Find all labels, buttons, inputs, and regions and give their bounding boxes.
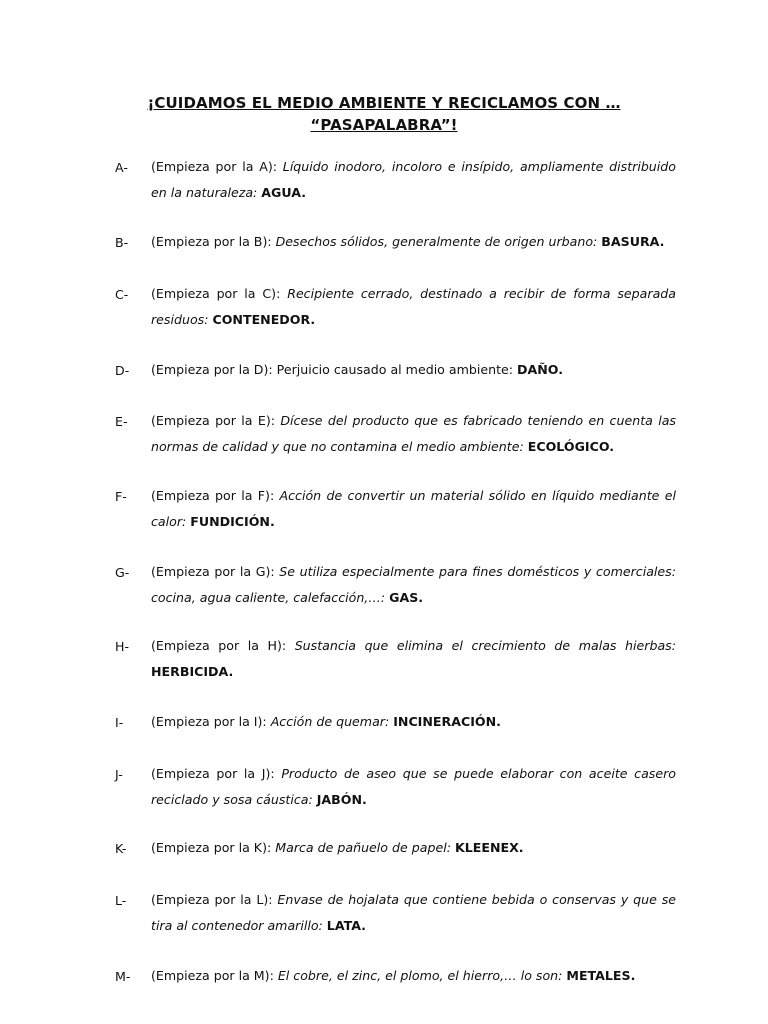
item-letter: I-: [115, 715, 124, 730]
item-letter: H-: [115, 639, 130, 654]
item-letter: J-: [115, 767, 123, 782]
item-text: [151, 357, 676, 383]
item-answer: INCINERACIÓN.: [393, 714, 501, 729]
item-text: [151, 761, 676, 812]
item-answer: HERBICIDA.: [151, 663, 234, 679]
item-answer: CONTENEDOR.: [212, 311, 316, 327]
item-prefix: (Empieza por la M):: [151, 968, 278, 983]
item-letter: F-: [115, 489, 127, 504]
item-answer: GAS.: [389, 589, 424, 605]
item-definition: Acción de quemar:: [270, 714, 394, 729]
item-answer: BASURA.: [601, 234, 665, 249]
item-text: [151, 709, 676, 735]
item-prefix: (Empieza por la A):: [151, 159, 283, 174]
item-letter: B-: [115, 235, 129, 250]
item-prefix: (Empieza por la E):: [151, 413, 281, 428]
item-definition: Se utiliza especialmente para fines domésticos y comerciales: cocina, agua caliente, calefacción,…:: [151, 564, 676, 605]
item-definition: Acción de convertir un material sólido en líquido mediante el calor:: [151, 488, 676, 529]
item-definition: El cobre, el zinc, el plomo, el hierro,… lo son:: [277, 968, 567, 983]
item-letter: C-: [115, 287, 129, 302]
page-title-line-2: “PASAPALABRA”!: [310, 116, 458, 134]
item-prefix: (Empieza por la C):: [151, 286, 288, 301]
item-letter: M-: [115, 969, 131, 984]
item-prefix: (Empieza por la K):: [151, 840, 276, 855]
item-prefix: (Empieza por la B):: [151, 234, 276, 249]
item-definition: Envase de hojalata que contiene bebida o conservas y que se tira al contenedor amarillo:: [151, 892, 676, 933]
item-text: [151, 408, 676, 459]
item-definition: Marca de pañuelo de papel:: [275, 840, 455, 855]
item-letter: E-: [115, 414, 128, 429]
item-letter: K-: [115, 841, 127, 856]
item-prefix: (Empieza por la I):: [151, 714, 271, 729]
item-answer: FUNDICIÓN.: [190, 513, 275, 529]
item-answer: METALES.: [566, 968, 636, 983]
item-text: [151, 281, 676, 332]
item-text: [151, 835, 676, 861]
item-prefix: (Empieza por la F):: [151, 488, 280, 503]
item-text: [151, 887, 676, 938]
item-letter: G-: [115, 565, 130, 580]
item-definition: Recipiente cerrado, destinado a recibir de forma separada residuos:: [151, 286, 677, 327]
item-letter: L-: [115, 893, 127, 908]
item-text: [151, 963, 676, 989]
item-definition: Producto de aseo que se puede elaborar con aceite casero reciclado y sosa cáustica:: [151, 766, 676, 807]
item-prefix: (Empieza por la H):: [151, 638, 295, 653]
item-prefix: (Empieza por la D):: [151, 362, 277, 377]
item-answer: LATA.: [326, 917, 366, 933]
item-text: [151, 633, 676, 684]
item-text: [151, 229, 676, 255]
item-answer: KLEENEX.: [454, 840, 524, 855]
item-definition: Perjuicio causado al medio ambiente:: [276, 362, 518, 377]
item-definition: Desechos sólidos, generalmente de origen urbano:: [275, 234, 602, 249]
item-letter: A-: [115, 160, 128, 175]
item-text: [151, 559, 676, 610]
item-text: [151, 154, 676, 205]
item-answer: ECOLÓGICO.: [527, 438, 615, 454]
item-definition: Dícese del producto que es fabricado teniendo en cuenta las normas de calidad y que no contamina el medio ambiente:: [151, 413, 676, 454]
item-answer: JABÓN.: [316, 791, 367, 807]
item-prefix: (Empieza por la G):: [151, 564, 280, 579]
item-definition: Líquido inodoro, incoloro e insípido, ampliamente distribuido en la naturaleza:: [151, 159, 676, 200]
item-letter: D-: [115, 363, 130, 378]
item-answer: DAÑO.: [517, 362, 564, 377]
item-prefix: (Empieza por la L):: [151, 892, 278, 907]
item-text: [151, 483, 676, 534]
item-definition: Sustancia que elimina el crecimiento de malas hierbas:: [294, 638, 676, 653]
item-answer: AGUA.: [261, 184, 306, 200]
item-prefix: (Empieza por la J):: [151, 766, 282, 781]
page-title-line-1: ¡CUIDAMOS EL MEDIO AMBIENTE Y RECICLAMOS CON …: [147, 94, 621, 112]
